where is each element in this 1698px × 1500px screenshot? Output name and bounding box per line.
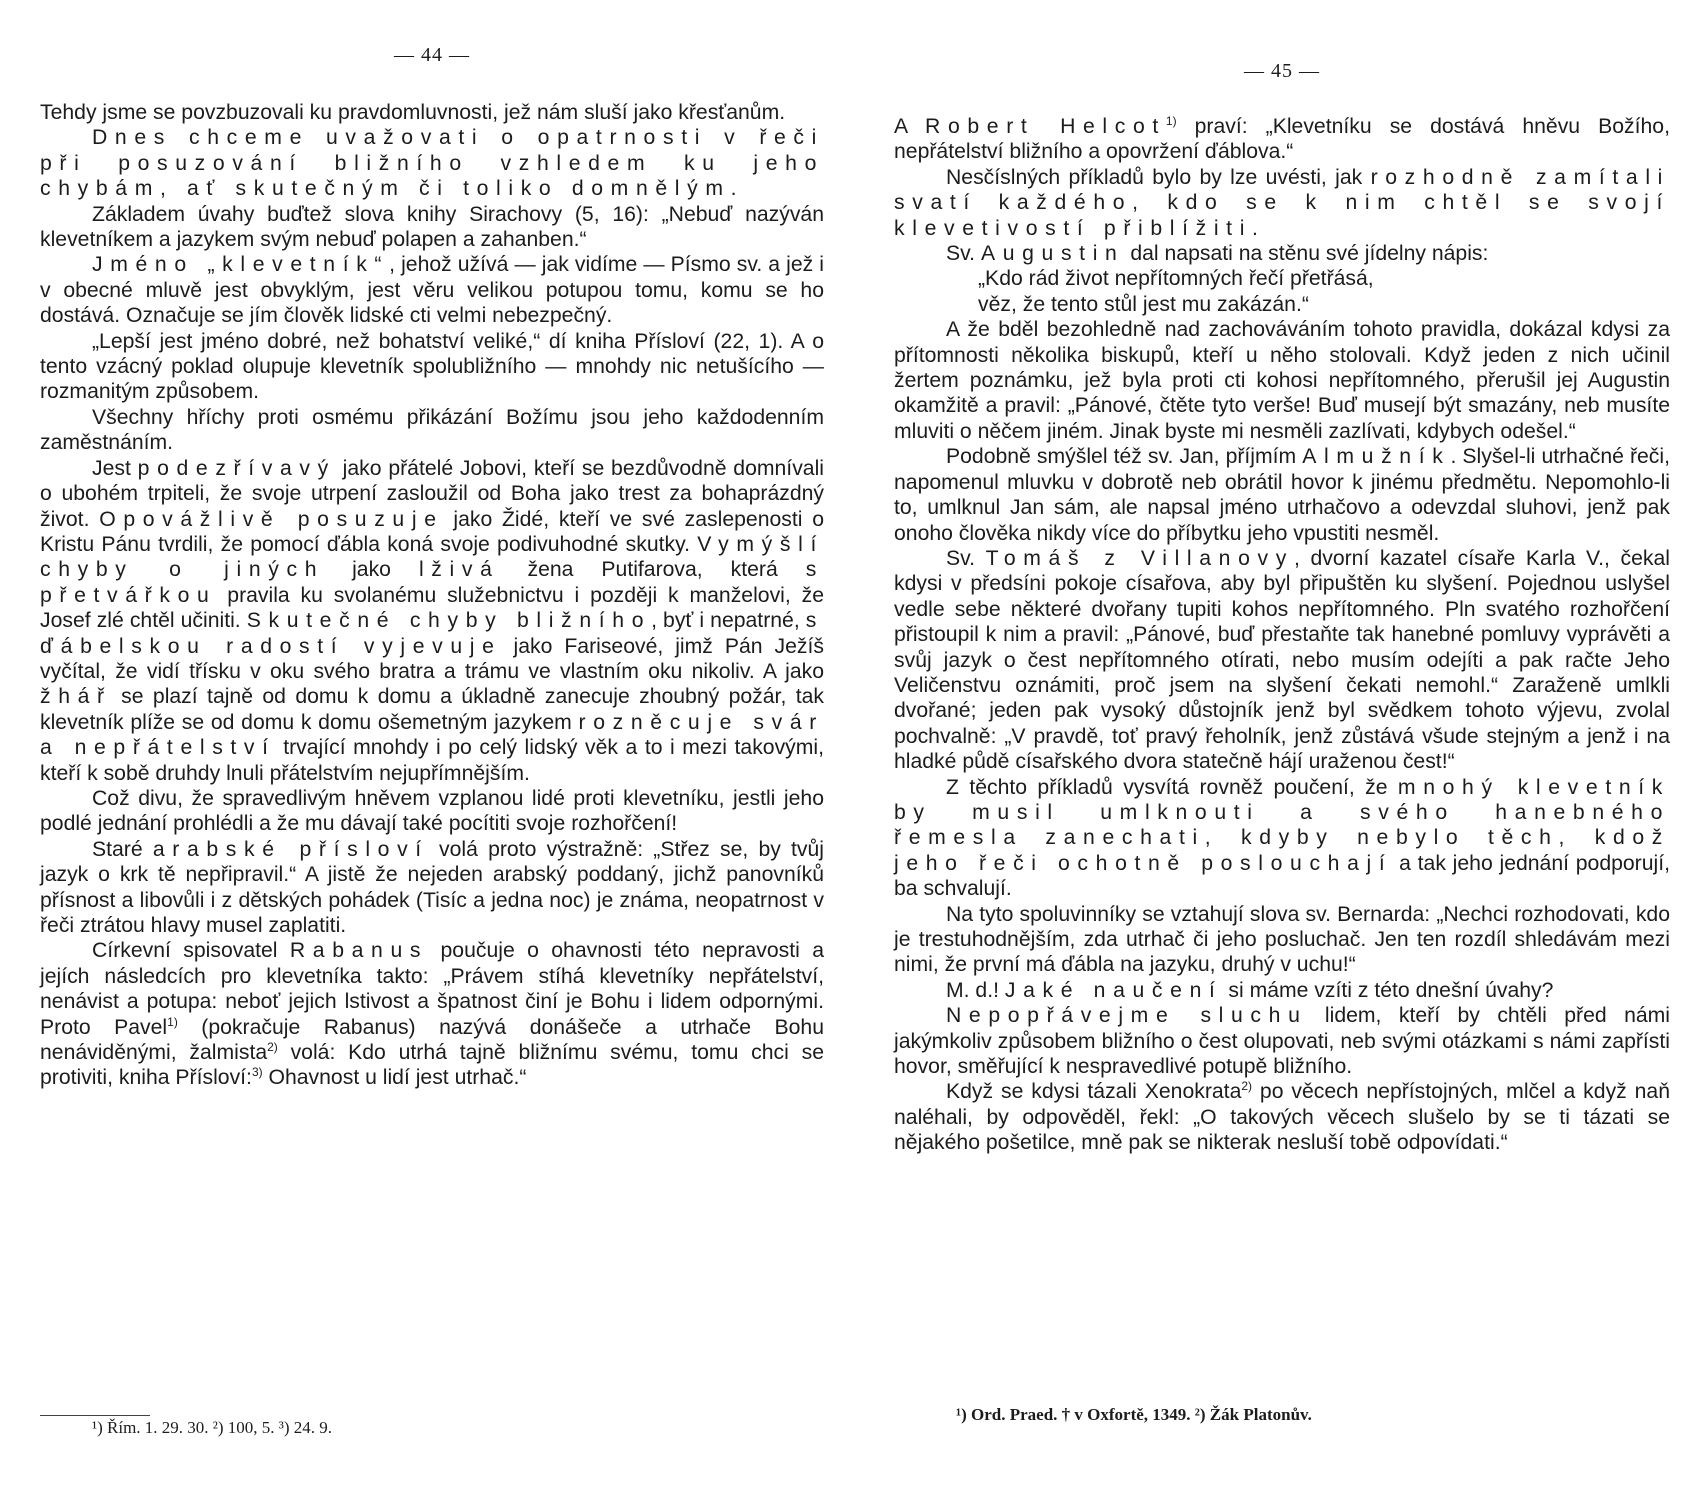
text-run: A xyxy=(894,115,926,138)
text-run: Sv. xyxy=(946,546,986,570)
spaced-emphasis: lživá xyxy=(418,558,500,582)
page-body xyxy=(894,114,1670,1156)
paragraph xyxy=(894,978,1670,1003)
spaced-emphasis: Augustin xyxy=(980,242,1125,266)
spaced-emphasis: mnohý klevetník by musil umlknouti a svého hanebného řemesla zanechati, kdyby nebylo těch, kdož jeho řeči ochotně poslouchají xyxy=(894,775,1670,875)
paragraph: Na tyto spoluvinníky se vztahují slova sv. Bernarda: „Nechci rozhodovati, kdo je trestuhodnějším, zda utrhač či jeho posluchač. Jen ten rozdíl shledávám mezi nimi, že první má ďábla na jazyku, druhý v uchu!“ xyxy=(894,902,1670,977)
text-run: lidem, kteří by chtěli před námi jakýmkoliv způsobem bližního o čest olupovati, neb svými otázkami s námi zapřísti hovor, směřující k nespravedlivé potupě bližního. xyxy=(894,1004,1670,1079)
paragraph: A že bděl bezohledně nad zachováváním tohoto pravidla, dokázal kdysi za přítomnosti několika biskupů, kteří u něho stolovali. Když jeden z nich učinil žertem poznámku, jež byla proti cti kohosi nepřítomného, přerušil jej Augustin okamžitě a pravil: „Pánové, čtěte tyto verše! Buď musejí být smazány, neb musíte mluviti o něčem jiném. Jinak byste mi nesměli zazlívati, kdybych odešel.“ xyxy=(894,318,1670,443)
text-run: , jehož užívá — jak vidíme — Písmo sv. a jež i v obecné mluvě jest obvyklým, jest věru velikou potupou tomu, komu se ho dostává. Označuje se jím člověk lidské cti velmi nebezpečný. xyxy=(40,253,824,328)
spaced-emphasis: rozněcuje svár a nepřátelství xyxy=(40,710,824,760)
footnote-mark: 3) xyxy=(251,1065,263,1080)
text-run: Sv. xyxy=(946,242,981,266)
text-run: Z těchto příkladů vysvítá rovněž poučení, že xyxy=(946,775,1398,799)
spaced-emphasis: arabské přísloví xyxy=(152,837,429,861)
spaced-emphasis: podezřívavý xyxy=(137,456,336,480)
text-run: si máme vzíti z této dnešní úvahy? xyxy=(1222,978,1554,1002)
spaced-emphasis: Jaké naučení xyxy=(1004,978,1223,1002)
text-run: jako Židé, kteří ve své zaslepenosti o Kristu Pánu tvrdili, že pomocí ďábla koná svoje podivuhodné skutky. xyxy=(40,507,824,556)
text-run: jako xyxy=(324,558,419,582)
page-body xyxy=(40,100,824,1091)
text-run: jako přátelé Jobovi, kteří se bezdůvodně domnívali o ubohém trpiteli, že svoje utrpení zasloužil od Boha jako trest za bohaprázdný život. xyxy=(40,456,824,531)
spaced-emphasis: Robert Helcot xyxy=(925,115,1166,138)
text-run: Podobně smýšlel též sv. Jan, příjmím xyxy=(946,445,1303,469)
text-run: poučuje o ohavnosti této nepravosti a jejích následcích pro klevetníka takto: „Právem stíhá klevetníky nepřátelství, nenávist a potupa: neboť jejich lstivost a špatnost činí je Bohu i lidem odpornými. Proto Pavel xyxy=(40,939,824,1039)
paragraph: Tehdy jsme se povzbuzovali ku pravdomluvnosti, jež nám sluší jako křesťanům. xyxy=(40,101,786,124)
text-run: dal napsati na stěnu své jídelny nápis: xyxy=(1124,242,1489,266)
paragraph xyxy=(894,1003,1670,1079)
text-run: po věcech nepřístojných, mlčel a když naň naléhali, by odpověděl, řekl: „O takových věcech slušelo by se ti tázati se nějakého pošetilce, mně pak se nikterak nesluší tobě odpovídati.“ xyxy=(894,1080,1670,1155)
verse-line: věz, že tento stůl jest mu zakázán.“ xyxy=(978,292,1309,316)
footnote-rule xyxy=(40,1415,150,1416)
footnotes: ¹) Řím. 1. 29. 30. ²) 100, 5. ³) 24. 9. xyxy=(92,1418,333,1437)
footnote-mark: 1) xyxy=(167,1014,178,1029)
paragraph xyxy=(40,125,824,201)
text-run: praví: „Klevetníku se dostává hněvu Božího, nepřátelství bližního a opovržení ďáblova.“ xyxy=(894,115,1670,164)
text-run: . Slyšel-li utrhačné řeči, napomenul mluvku v dobrotě neb obrátil hovor k jinému předmětu. Nepomohlo-li to, umlknul Jan sám, ale napsal jméno utrhačovo a odevzdal sluhovi, jenž pak onoho člověka nikdy více do příbytku jeho vpustiti nesměl. xyxy=(894,445,1670,545)
paragraph xyxy=(40,252,824,328)
spaced-emphasis: Jméno „klevetník“ xyxy=(92,253,390,277)
paragraph xyxy=(894,1079,1670,1155)
paragraph xyxy=(894,444,1670,546)
text-run: Když se kdysi tázali Xenokrata xyxy=(946,1080,1242,1104)
text-run: Staré xyxy=(92,837,153,861)
text-run: pravila ku svolanému služebnictvu i později k manželovi, že Josef zlé chtěl učiniti. xyxy=(40,583,824,633)
footnote-mark: 2) xyxy=(267,1039,278,1054)
spaced-emphasis: Opovážlivě posuzuje xyxy=(99,507,444,531)
paragraph: Všechny hříchy proti osmému přikázání Božímu jsou jeho každodenním zaměstnáním. xyxy=(40,405,824,455)
text-run: M. d.! xyxy=(946,978,1005,1002)
spaced-emphasis: rozhodně zamítali svatí každého, kdo se k nim chtěl se svojí klevetivostí přiblížiti. xyxy=(894,165,1671,240)
page-number: — 45 — xyxy=(1244,60,1320,82)
spaced-emphasis: Nepopřávejme sluchu xyxy=(946,1004,1308,1028)
text-run: (pokračuje Rabanus) nazývá donášeče a utrhače Bohu nenáviděnými, žalmista xyxy=(40,1015,825,1065)
spaced-emphasis: Rabanus xyxy=(289,939,429,963)
spaced-emphasis: Skutečné chyby bližního xyxy=(246,609,652,633)
footnote-mark: 1) xyxy=(1165,113,1177,128)
text-run: volá proto výstražně: „Střez se, by tvůj jazyk o krk tě nepřipravil.“ A jistě že nejeden arabský poddaný, jichž panovníků přísnost a libovůli i z dětských pohádek (Tisíc a jedna noc) je známa, neopatrnost v řeči ztrátou hlavy musel zaplatiti. xyxy=(40,837,825,937)
paragraph xyxy=(894,546,1670,775)
spaced-emphasis: žhář xyxy=(40,685,112,709)
text-run: , byť i nepatrné, xyxy=(651,609,806,633)
paragraph: Základem úvahy buďtež slova knihy Sirachovy (5, 16): „Nebuď nazýván klevetníkem a jazykem svým nebuď polapen a zahanben.“ xyxy=(40,202,824,252)
spaced-emphasis: Dnes chceme uvažovati o opatrnosti v řeči při posuzování bližního vzhledem ku jeho chybám, ať skutečným či toliko domnělým. xyxy=(40,126,824,201)
paragraph xyxy=(894,241,1670,266)
text-run: , dvorní kazatel císaře Karla V., čekal kdysi v předsíni pokoje císařova, aby byl připuštěn ku slyšení. Pojednou uslyšel vedle sebe některé dvořany tupiti kohos nepřítomného. Pln svatého rozhořčení přistoupil k nim a pravil: „Pánové, buď přestaňte tak hanebné pomluvy vyprávěti a svůj jazyk o čest nepřítomného otírati, nebo musím odejíti a pak račte Jeho Veličenstvu oznámiti, proč jsem na slyšení čekati nemohl.“ Zaraženě umlkli dvořané; jeden pak vysoký důstojník jenž byl svědkem tohoto výjevu, zvolal pochvalně: „V pravdě, toť pravý řeholník, jenž zůstává všude stejným a jenž i na hladké půdě císařského dvora statečně hájí uraženou čest!“ xyxy=(894,546,1670,774)
footnote-mark: 2) xyxy=(1241,1079,1253,1094)
text-run: se plazí tajně od domu k domu a úkladně zanecuje zhoubný požár, tak klevetník plíže se od domu k domu ošemetným jazykem xyxy=(40,685,824,734)
verse-line: „Kdo rád život nepřítomných řečí přetřásá, xyxy=(978,267,1374,291)
spaced-emphasis: Almužník xyxy=(1302,445,1451,469)
footnotes: ¹) Ord. Praed. † v Oxfortě, 1349. ²) Žák Platonův. xyxy=(956,1405,1312,1424)
paragraph xyxy=(40,938,824,1090)
text-run: jako Fariseové, jimž Pán Ježíš vyčítal, že vidí třísku v oku svého bratra a trámu ve vlastním oku nikoliv. A jako xyxy=(40,634,824,683)
spaced-emphasis: s ďábelskou radostí vyjevuje xyxy=(40,609,824,658)
paragraph xyxy=(894,114,1670,165)
spaced-emphasis: s přetvářkou xyxy=(40,558,824,607)
paragraph xyxy=(40,456,824,786)
text-run: žena Putifarova, která xyxy=(499,558,806,582)
text-run: trvající mnohdy i po celý lidský věk a to i mezi takovými, kteří k sobě druhdy lnuli přátelstvím nejupřímnějším. xyxy=(40,736,825,785)
paragraph xyxy=(894,165,1670,241)
paragraph: Což divu, že spravedlivým hněvem vzplanou lidé proti klevetníku, jestli jeho podlé jednání prohlédli a že mu dávají také pocítiti svoje rozhořčení! xyxy=(40,786,824,836)
paragraph xyxy=(894,775,1670,902)
spaced-emphasis: Vymýšlí chyby o jiných xyxy=(40,532,824,582)
spaced-emphasis: Tomáš z Villanovy xyxy=(985,546,1294,570)
text-run: a tak jeho jednání podporují, ba schvalují. xyxy=(894,851,1670,901)
text-run: Ohavnost u lidí jest utrhač.“ xyxy=(262,1066,527,1090)
page-number: — 44 — xyxy=(394,44,470,66)
text-run: Nesčíslných příkladů bylo by lze uvésti, jak xyxy=(946,165,1371,189)
text-run: Církevní spisovatel xyxy=(92,939,290,963)
text-run: Jest xyxy=(92,456,138,480)
paragraph: „Lepší jest jméno dobré, než bohatství veliké,“ dí kniha Přísloví (22, 1). A o tento vzácný poklad olupuje klevetník spolubližního — mnohdy nic netušícího — rozmanitým způsobem. xyxy=(40,329,824,404)
paragraph xyxy=(40,837,824,939)
text-run: volá: Kdo utrhá tajně bližnímu svému, tomu chci se protiviti, kniha Přísloví: xyxy=(40,1041,824,1090)
